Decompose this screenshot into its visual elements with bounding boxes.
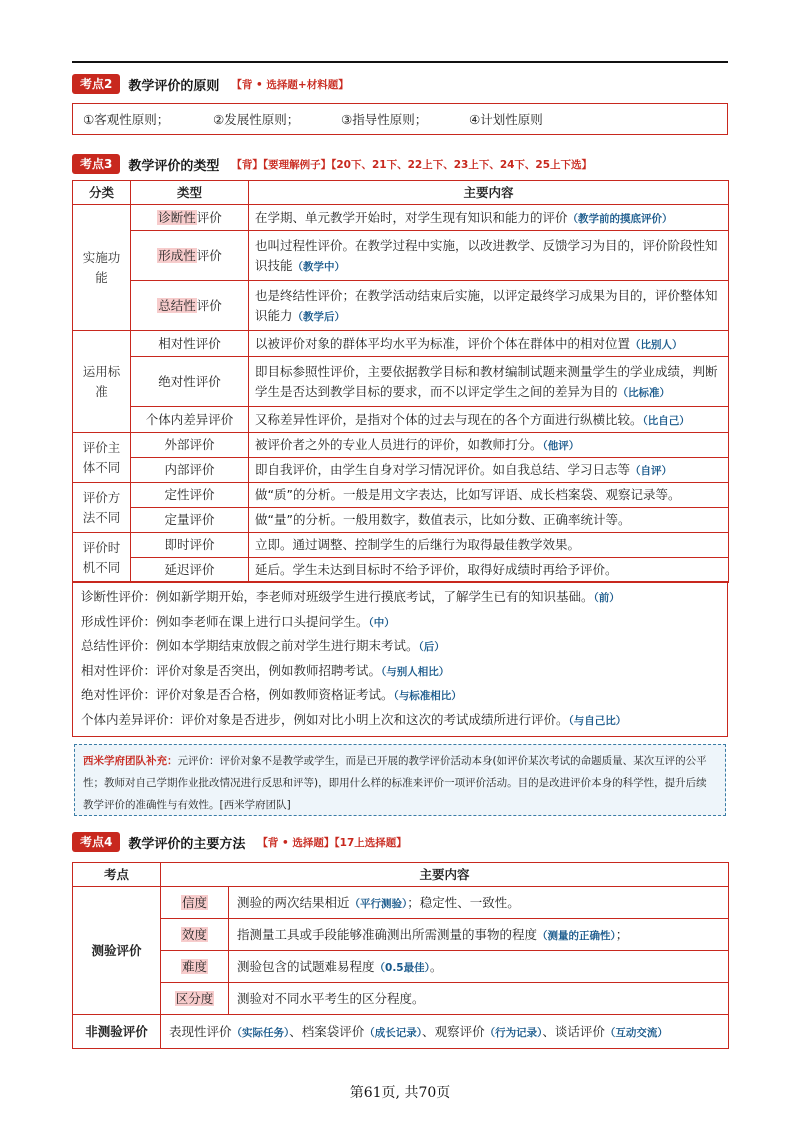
- content-cell: 立即。通过调整、控制学生的后继行为取得最佳教学效果。: [249, 533, 729, 558]
- content-text: 以被评价对象的群体平均水平为标准，评价个体在群体中的相对位置: [255, 335, 631, 351]
- table-row: [73, 483, 729, 508]
- evaluation-methods-table: [72, 862, 729, 1049]
- content-note: （他评）: [542, 440, 580, 452]
- table-row: [73, 357, 729, 407]
- principle-item: ②发展性原则；: [213, 112, 300, 127]
- method-text: 指测量工具或手段能够准确测出所需测量的事物的程度: [237, 926, 538, 942]
- type-suffix: 评价: [196, 297, 222, 313]
- header-topic: 考点: [73, 863, 161, 887]
- table-row: [73, 919, 729, 951]
- table-header-row: [73, 181, 729, 205]
- table-row: [73, 458, 729, 483]
- supplement-text: 元评价：评价对象不是教学或学生，而是已开展的教学评价活动本身(如评价某次考试的命题质量、某次互评的公平性；教师对自己学期作业批改情况进行反思和评等)，即用什么样的标准来评价一项评价活动。目的是改进评价本身的科学性，提升后续教学评价的准确性与有效性。[西米学府团队]: [83, 755, 707, 811]
- type-cell: [131, 205, 249, 231]
- team-supplement-box: [74, 744, 726, 816]
- method-content-cell: [229, 983, 729, 1015]
- table-row: [73, 331, 729, 357]
- example-item: [81, 634, 719, 659]
- method-note: （测量的正确性）: [537, 929, 616, 942]
- method-name-cell: [161, 983, 229, 1015]
- content-text: 即自我评价，由学生自身对学习情况评价。如自我总结、学习日志等: [255, 462, 631, 477]
- example-text: 总结性评价：例如本学期结束放假之前对学生进行期末考试。: [81, 638, 419, 653]
- method-text: 测验包含的试题难易程度: [237, 958, 375, 974]
- content-text: 在学期、单元教学开始时，对学生现有知识和能力的评价: [255, 209, 568, 225]
- method-name-cell: [161, 919, 229, 951]
- section3-tags: 【背】【要理解例子】【20下、21下、22上下、23上下、24下、25上下选】: [231, 158, 593, 171]
- nontest-sep: 、: [542, 1023, 555, 1039]
- method-name: 信度: [181, 894, 207, 910]
- nontest-note: （行为记录）: [484, 1026, 543, 1039]
- page-footer: 第61页, 共70页: [349, 1085, 451, 1101]
- type-cell: 相对性评价: [131, 331, 249, 357]
- content-note: （比自己）: [642, 414, 690, 427]
- section3-badge: 考点3: [72, 154, 120, 174]
- content-text: 也叫过程性评价。在教学过程中实施，以改进教学、反馈学习为目的，评价阶段性知识技能: [255, 237, 718, 273]
- type-highlight: 诊断性: [158, 209, 196, 225]
- nontest-text: 表现性评价: [169, 1023, 232, 1039]
- method-tail: ；稳定性、一致性。: [407, 894, 520, 910]
- example-text: 诊断性评价：例如新学期开始，李老师对班级学生进行摸底考试，了解学生已有的知识基础。: [81, 589, 594, 604]
- type-cell: 绝对性评价: [131, 357, 249, 407]
- example-note: （与标准相比）: [393, 690, 462, 702]
- type-cell: 外部评价: [131, 433, 249, 458]
- method-content-cell: [229, 919, 729, 951]
- table-row: [73, 533, 729, 558]
- type-cell: 定量评价: [131, 508, 249, 533]
- principle-item: ④计划性原则: [469, 112, 543, 127]
- example-item: [81, 585, 719, 610]
- method-tail: 。: [429, 958, 443, 974]
- section3-title: 教学评价的类型: [128, 158, 220, 174]
- content-text: 即目标参照性评价，主要依据教学目标和教材编制试题来测量学生的学业成绩，判断学生是否达到教学目标的要求，而不以评定学生之间的差异为目的: [255, 363, 718, 399]
- table-row: [73, 951, 729, 983]
- nontest-text: 档案袋评价: [301, 1023, 365, 1039]
- content-cell: [249, 205, 729, 231]
- header-type: 类型: [131, 181, 249, 205]
- example-item: [81, 708, 719, 733]
- content-cell: [249, 331, 729, 357]
- content-note: （教学前的摸底评价）: [567, 212, 673, 225]
- table-row: [73, 433, 729, 458]
- method-content-cell: [229, 951, 729, 983]
- section2-tags: 【背 • 选择题+材料题】: [231, 78, 349, 91]
- type-cell: [131, 281, 249, 331]
- content-cell: 做“量”的分析。一般用数字，数值表示，比如分数、正确率统计等。: [249, 508, 729, 533]
- content-cell: [249, 357, 729, 407]
- method-name: 效度: [181, 926, 207, 942]
- content-cell: [249, 407, 729, 433]
- table-row: [73, 558, 729, 583]
- test-evaluation-label: 测验评价: [73, 887, 161, 1015]
- category-cell: 评价方法不同: [73, 483, 131, 533]
- content-cell: [249, 281, 729, 331]
- example-text: 形成性评价：例如李老师在课上进行口头提问学生。: [81, 613, 369, 629]
- section3-header: [72, 154, 592, 174]
- example-text: 个体内差异评价：评价对象是否进步，例如对比小明上次和这次的考试成绩所进行评价。: [81, 711, 569, 727]
- method-name: 难度: [181, 958, 207, 974]
- example-item: [81, 659, 719, 684]
- table-row: [73, 205, 729, 231]
- section4-badge: 考点4: [72, 832, 120, 852]
- type-cell: 延迟评价: [131, 558, 249, 583]
- method-tail: ；: [615, 926, 629, 942]
- type-cell: 定性评价: [131, 483, 249, 508]
- example-text: 绝对性评价：评价对象是否合格，例如教师资格证考试。: [81, 687, 394, 702]
- non-test-evaluation-label: 非测验评价: [73, 1015, 161, 1049]
- method-text: 测验对不同水平考生的区分程度。: [237, 990, 425, 1006]
- example-note: （前）: [593, 592, 620, 604]
- category-cell: 评价主体不同: [73, 433, 131, 483]
- principle-item: ③指导性原则；: [341, 112, 428, 127]
- table-row: [73, 231, 729, 281]
- header-content: 主要内容: [249, 181, 729, 205]
- type-cell: [131, 231, 249, 281]
- nontest-note: （互动交流）: [604, 1026, 668, 1039]
- table-header-row: [73, 863, 729, 887]
- section4-tags: 【背 • 选择题】【17上选择题】: [257, 836, 407, 849]
- table-row: [73, 983, 729, 1015]
- content-note: （教学后）: [292, 310, 346, 323]
- method-content-cell: [229, 887, 729, 919]
- content-cell: 延后。学生未达到目标时不给予评价，取得好成绩时再给予评价。: [249, 558, 729, 583]
- method-name-cell: [161, 887, 229, 919]
- nontest-sep: 、: [422, 1023, 435, 1039]
- example-item: [81, 683, 719, 708]
- category-cell: 运用标准: [73, 331, 131, 433]
- table-row: [73, 508, 729, 533]
- nontest-note: （实际任务）: [231, 1026, 290, 1039]
- type-cell: 内部评价: [131, 458, 249, 483]
- type-highlight: 形成性: [158, 247, 196, 263]
- section2-header: [72, 74, 349, 94]
- type-suffix: 评价: [196, 209, 222, 225]
- section2-title: 教学评价的原则: [128, 78, 220, 94]
- content-note: （自评）: [630, 465, 673, 477]
- non-test-content-cell: [161, 1015, 729, 1049]
- type-cell: 即时评价: [131, 533, 249, 558]
- content-cell: [249, 231, 729, 281]
- principle-item: ①客观性原则；: [83, 112, 170, 127]
- header-main-content: 主要内容: [161, 863, 729, 887]
- method-text: 测验的两次结果相近: [237, 894, 350, 910]
- section4-header: [72, 832, 407, 852]
- content-cell: 做“质”的分析。一般是用文字表达，比如写评语、成长档案袋、观察记录等。: [249, 483, 729, 508]
- content-text: 也是终结性评价；在教学活动结束后实施，以评定最终学习成果为目的，评价整体知识能力: [255, 287, 718, 323]
- type-cell: 个体内差异评价: [131, 407, 249, 433]
- example-text: 相对性评价：评价对象是否突出，例如教师招聘考试。: [81, 662, 382, 678]
- section2-badge: 考点2: [72, 74, 120, 94]
- nontest-note: （成长记录）: [364, 1026, 423, 1039]
- method-name: 区分度: [175, 990, 214, 1006]
- type-suffix: 评价: [196, 247, 222, 263]
- table-row: [73, 887, 729, 919]
- content-text: 又称差异性评价，是指对个体的过去与现在的各个方面进行纵横比较。: [255, 411, 643, 427]
- example-note: （与别人相比）: [381, 665, 450, 678]
- top-rule: [72, 61, 728, 63]
- nontest-text: 观察评价: [434, 1023, 485, 1039]
- method-note: （0.5最佳）: [374, 961, 430, 974]
- section4-title: 教学评价的主要方法: [128, 836, 246, 852]
- type-highlight: 总结性: [158, 297, 196, 313]
- method-name-cell: [161, 951, 229, 983]
- method-note: （平行测验）: [349, 897, 408, 910]
- content-cell: [249, 433, 729, 458]
- content-note: （教学中）: [292, 260, 346, 273]
- content-note: （比标准）: [617, 386, 671, 399]
- nontest-text: 谈话评价: [554, 1023, 605, 1039]
- example-item: [81, 610, 719, 635]
- content-cell: [249, 458, 729, 483]
- principles-box: [72, 103, 728, 135]
- category-cell: 评价时机不同: [73, 533, 131, 583]
- table-row: [73, 1015, 729, 1049]
- example-note: （中）: [368, 616, 395, 629]
- example-note: （后）: [418, 641, 445, 653]
- header-category: 分类: [73, 181, 131, 205]
- evaluation-types-table: [72, 180, 729, 583]
- content-text: 被评价者之外的专业人员进行的评价，如教师打分。: [255, 437, 543, 452]
- content-note: （比别人）: [630, 338, 683, 351]
- supplement-label: 西米学府团队补充：: [83, 755, 178, 767]
- table-row: [73, 281, 729, 331]
- table-row: [73, 407, 729, 433]
- examples-box: [72, 581, 728, 737]
- example-note: （与自己比）: [568, 714, 627, 727]
- nontest-sep: 、: [289, 1023, 302, 1039]
- category-cell: 实施功能: [73, 205, 131, 331]
